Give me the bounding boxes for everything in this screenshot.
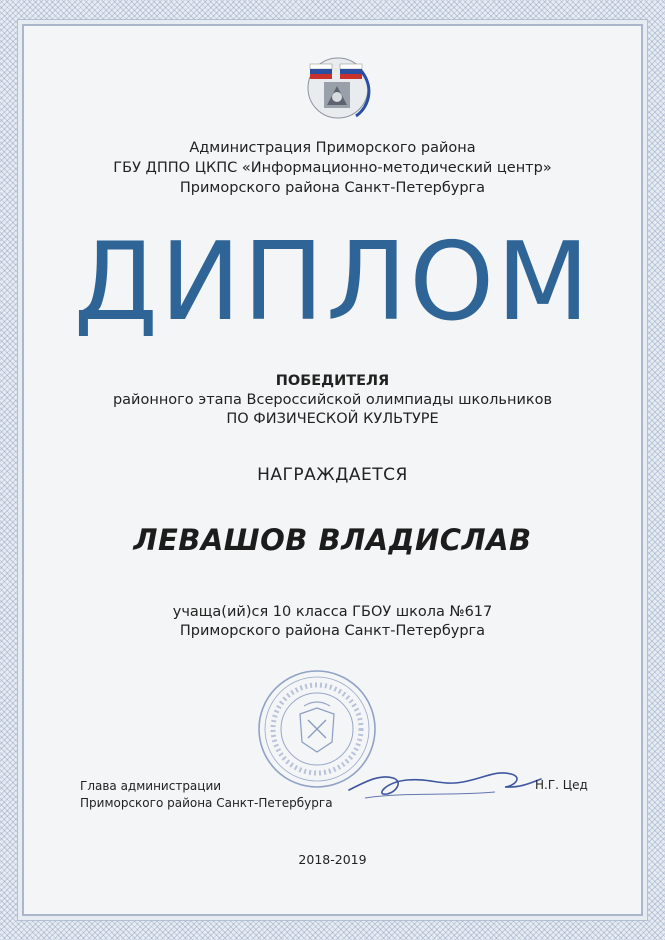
signature-scribble [345, 752, 545, 812]
header-line-1: Администрация Приморского района [189, 140, 476, 156]
signatory-position [80, 778, 333, 812]
recipient-name: ЛЕВАШОВ ВЛАДИСЛАВ [133, 523, 532, 557]
purpose-line-3: ПО ФИЗИЧЕСКОЙ КУЛЬТУРЕ [226, 411, 439, 427]
purpose-line-1: ПОБЕДИТЕЛЯ [275, 373, 390, 389]
signatory-name: Н.Г. Цед [535, 778, 588, 792]
diploma-title: ДИПЛОМ [73, 220, 592, 345]
school-line-1: учаща(ий)ся 10 класса ГБОУ школа №617 [172, 604, 493, 620]
academic-year: 2018-2019 [298, 852, 367, 867]
signatory-position-line-1: Глава администрации [80, 779, 222, 793]
award-purpose [0, 372, 665, 429]
olympiad-emblem-icon [296, 50, 376, 126]
school-info [0, 603, 665, 641]
header-line-3: Приморского района Санкт-Петербурга [179, 180, 486, 196]
signatory-position-line-2: Приморского района Санкт-Петербурга [80, 796, 333, 810]
purpose-line-2: районного этапа Всероссийской олимпиады школьников [112, 392, 553, 408]
awarded-label: НАГРАЖДАЕТСЯ [257, 465, 408, 485]
organization-header [0, 138, 665, 198]
header-line-2: ГБУ ДППО ЦКПС «Информационно-методический центр» [113, 160, 552, 176]
school-line-2: Приморского района Санкт-Петербурга [179, 623, 486, 639]
